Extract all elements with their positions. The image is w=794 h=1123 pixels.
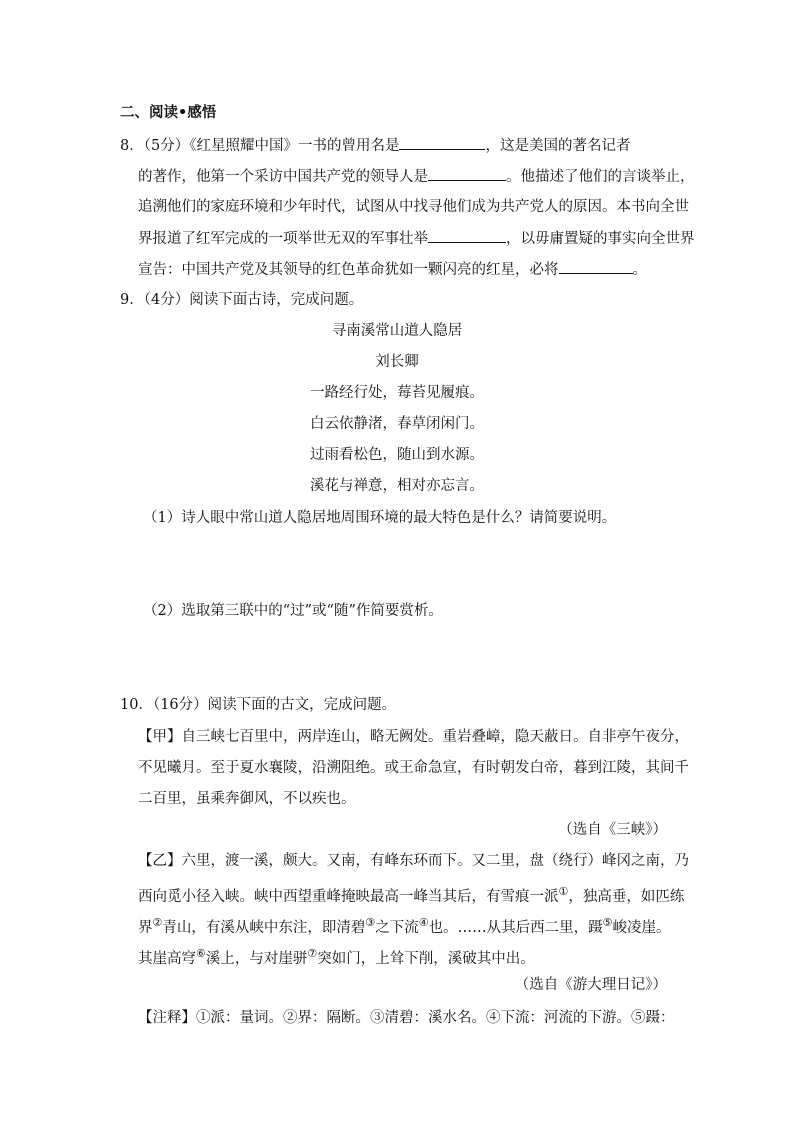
yi-text: 峻凌崖。	[612, 919, 671, 936]
yi-text: 界	[138, 919, 153, 936]
yi-text: 也。……从其后西二里，蹑	[428, 919, 603, 936]
poem-line: 白云依静渚，春草闭闲门。	[310, 416, 484, 432]
q8-text: ，以毋庸置疑的事实向全世界	[506, 231, 695, 247]
q8-text: 8．（5分）《红星照耀中国》一书的曾用名是	[120, 138, 400, 154]
yi-text: 之下流	[375, 919, 419, 936]
jia-passage-line: 【甲】自三峡七百里中，两岸连山，略无阙处。重岩叠嶂，隐天蔽日。自非亭午夜分，	[138, 729, 689, 745]
q8-blank-2	[428, 166, 506, 181]
annotation-mark-7: ⑦	[307, 947, 318, 960]
yi-text: 西向觅小径入峡。峡中西望重峰掩映最高一峰当其后，有雪痕一派	[138, 888, 559, 905]
poem-line: 溪花与禅意，相对亦忘言。	[310, 478, 484, 494]
poem-title: 寻南溪常山道人隐居	[331, 323, 463, 339]
q8-line-4	[138, 228, 695, 249]
annotation-mark-5: ⑤	[602, 916, 613, 929]
q8-blank-1	[399, 135, 485, 150]
q8-line-3: 追溯他们的家庭环境和少年时代，试图从中找寻他们成为共产党人的原因。本书向全世	[138, 199, 689, 215]
q10-intro: 10．（16分）阅读下面的古文，完成问题。	[120, 697, 397, 713]
annotation-notes: 【注释】①派：量词。②界：隔断。③清碧：溪水名。④下流：河流的下游。⑤蹑：	[138, 1010, 675, 1026]
q9-sub-question-1: （1）诗人眼中常山道人隐居地周围环境的最大特色是什么？请简要说明。	[143, 510, 617, 526]
poem-author: 刘长卿	[375, 354, 419, 370]
yi-text: 青山，有溪从峡中东注，即清碧	[162, 919, 366, 936]
annotation-mark-2: ②	[152, 916, 163, 929]
section-title: 二、阅读•感悟	[120, 105, 217, 121]
q8-blank-4	[559, 259, 633, 274]
q9-sub-question-2: （2）选取第三联中的“过”或“随”作简要赏析。	[143, 603, 443, 619]
yi-text: 突如门，上耸下削，溪破其中出。	[317, 950, 535, 967]
annotation-mark-1: ①	[558, 885, 569, 898]
yi-passage-line: 【乙】六里，渡一溪，颇大。又南，有峰东环而下。又二里，盘（绕行）峰冈之南，乃	[138, 853, 689, 869]
yi-text: 溪上，与对崖骈	[205, 950, 308, 967]
jia-passage-line: 不见曦月。至于夏水襄陵，沿溯阻绝。或王命急宣，有时朝发白帝，暮到江陵，其间千	[138, 760, 689, 776]
yi-passage-line	[138, 913, 671, 938]
q8-text: 界报道了红军完成的一项举世无双的军事壮举	[138, 231, 428, 247]
q8-text: 宣告：中国共产党及其领导的红色革命犹如一颗闪亮的红星，必将	[138, 262, 559, 278]
poem-line: 一路经行处，莓苔见履痕。	[310, 385, 484, 401]
annotation-mark-4: ④	[418, 916, 429, 929]
q8-text: ，这是美国的著名记者	[485, 138, 631, 154]
q8-text: 。他描述了他们的言谈举止，	[506, 169, 695, 185]
yi-passage-line	[138, 944, 535, 969]
q8-text: 。	[632, 262, 647, 278]
q8-line-1	[120, 135, 630, 156]
q9-intro: 9．（4分）阅读下面古诗，完成问题。	[120, 292, 364, 308]
jia-source: （选自《三峡》）	[558, 822, 667, 838]
q8-line-2	[138, 166, 695, 187]
yi-passage-line	[138, 882, 684, 907]
annotation-mark-6: ⑥	[196, 947, 206, 960]
jia-passage-line: 二百里，虽乘奔御风，不以疾也。	[138, 791, 356, 807]
yi-text: ，独高垂，如匹练	[568, 888, 685, 905]
yi-text: 其崖高穹	[138, 950, 196, 967]
annotation-mark-3: ③	[365, 916, 376, 929]
q8-line-5	[138, 259, 647, 280]
poem-line: 过雨看松色，随山到水源。	[310, 447, 484, 463]
q8-text: 的著作，他第一个采访中国共产党的领导人是	[138, 169, 428, 185]
yi-source: （选自《游大理日记》）	[514, 977, 667, 993]
q8-blank-3	[428, 228, 506, 243]
